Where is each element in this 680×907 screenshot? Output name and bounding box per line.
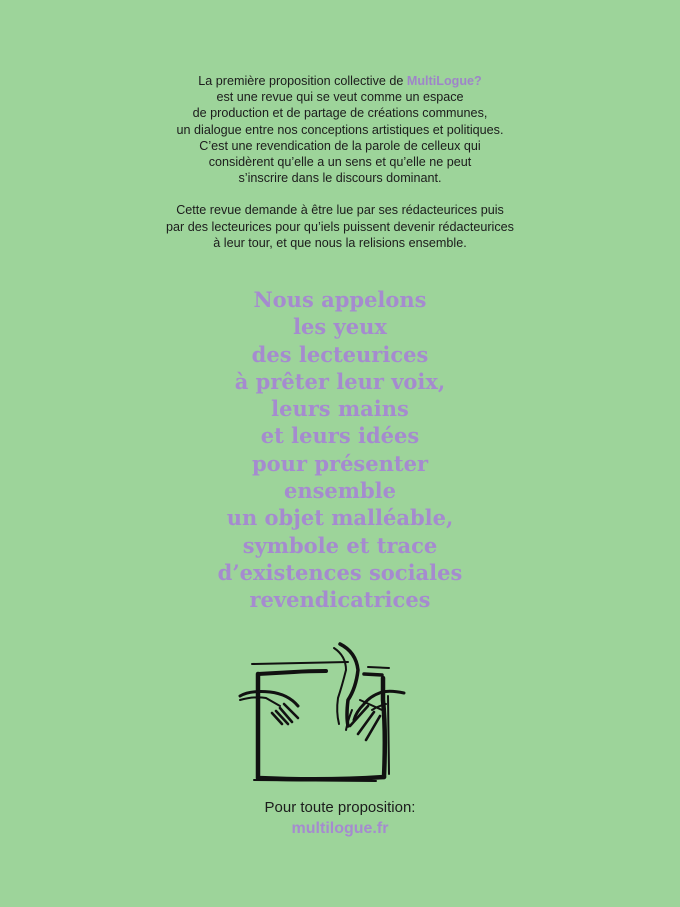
appeal-line: d’existences sociales (217, 559, 463, 585)
appeal-line: ensemble (283, 478, 397, 504)
intro-line: C’est une revendication de la parole de celleux qui (199, 138, 481, 153)
intro-line (90, 73, 590, 89)
appeal-line: à prêter leur voix, (234, 368, 446, 394)
appeal-line: un objet malléable, (226, 505, 454, 531)
appeal-statement (90, 286, 590, 614)
contact-block (90, 798, 590, 840)
intro-line: s’inscrire dans le discours dominant. (238, 171, 442, 186)
intro-line: est une revue qui se veut comme un espace (216, 90, 464, 105)
appeal-line: Nous appelons (253, 287, 427, 312)
appeal-line: revendicatrices (249, 587, 431, 613)
appeal-line: des lecteurices (251, 341, 429, 367)
intro-line: Cette revue demande à être lue par ses rédacteurices puis (176, 203, 504, 218)
website-link[interactable]: multilogue.fr (291, 820, 389, 837)
appeal-line: pour présenter (251, 450, 429, 476)
intro-line: par des lecteurices pour qu’iels puissent devenir rédacteurices (166, 219, 514, 234)
intro-paragraph-1 (90, 73, 590, 186)
appeal-line: symbole et trace (242, 532, 438, 558)
intro-text (90, 73, 590, 251)
appeal-line: et leurs idées (260, 423, 420, 449)
appeal-line: leurs mains (271, 396, 409, 422)
intro-paragraph-2 (90, 202, 590, 251)
intro-line: un dialogue entre nos conceptions artistiques et politiques. (176, 122, 504, 137)
intro-line: considèrent qu’elle a un sens et qu’elle ne peut (208, 155, 472, 170)
contact-label: Pour toute proposition: (264, 799, 416, 816)
brand-name: MultiLogue? (406, 74, 482, 88)
hands-frame-drawing (236, 640, 406, 790)
intro-line-text: La première proposition collective de (198, 74, 407, 88)
paragraph-gap (90, 186, 590, 202)
appeal-line: les yeux (293, 314, 387, 340)
hands-frame-icon (236, 640, 406, 790)
intro-line: à leur tour, et que nous la relisions ensemble. (213, 235, 467, 250)
intro-line: de production et de partage de créations communes, (192, 106, 488, 121)
